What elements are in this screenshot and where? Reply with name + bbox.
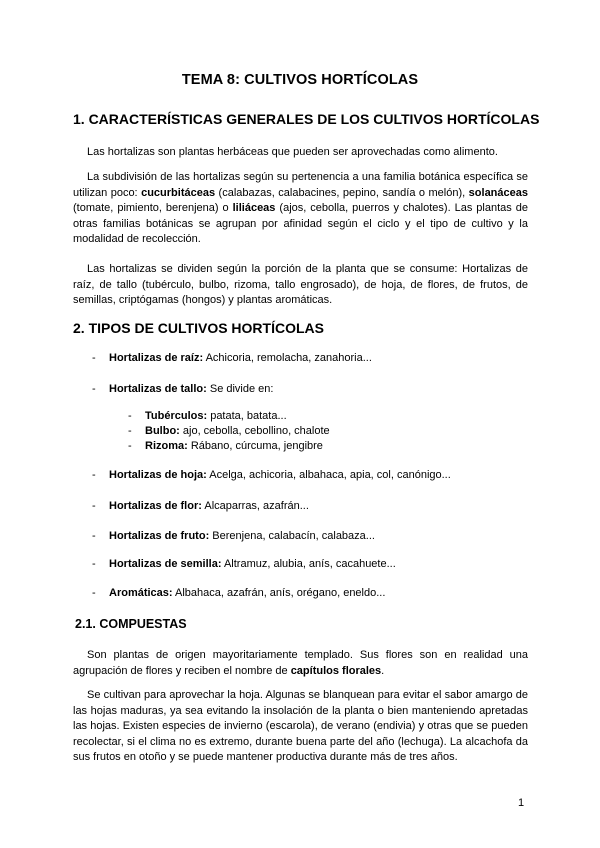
sub-list-item: - Rizoma: Rábano, cúrcuma, jengibre [128, 440, 323, 452]
section-1-paragraph-1: Las hortalizas son plantas herbáceas que pueden ser aprovechadas como alimento. [87, 146, 498, 158]
list-item: - Hortalizas de flor: Alcaparras, azafrán... [92, 500, 309, 512]
list-item: - Hortalizas de semilla: Altramuz, alubia, anís, cacahuete... [92, 558, 396, 570]
section-2-1-paragraph-2: Se cultivan para aprovechar la hoja. Algunas se blanquean para evitar el sabor amargo de las hojas maduras, ya sea evitando la insolación de la planta o bien manteniendo apretadas las hojas. Existen especies de invierno (escarola), de verano (endivia) y otras que se pueden recolectar, si el clima no es extremo, durante buena parte del año (lechuga). La alcachofa da sus frutos en otoño y se puede mantener productiva durante más de tres años. [73, 689, 528, 763]
section-1-paragraph-3: Las hortalizas se dividen según la porción de la planta que se consume: Hortalizas de raíz, de tallo (tubérculo, bulbo, rizoma, tallo engrosado), de hoja, de flores, de frutos, de semillas, criptógamas (hongos) y plantas aromáticas. [73, 263, 528, 306]
list-item: - Hortalizas de hoja: Acelga, achicoria, albahaca, apia, col, canónigo... [92, 469, 451, 481]
section-2-heading: 2. TIPOS DE CULTIVOS HORTÍCOLAS [73, 320, 324, 336]
section-1-paragraph-2: La subdivisión de las hortalizas según su pertenencia a una familia botánica específica se utilizan poco: cucurbitáceas (calabazas, calabacines, pepino, sandía o melón), solanáceas (tomate, pimiento, berenjena) o liliáceas (ajos, cebolla, puerros y chalotes). Las plantas de otras familias botánicas se agrupan por afinidad según el ciclo y el tipo de cultivo y la modalidad de recolección. [73, 171, 528, 245]
page-number: 1 [518, 797, 525, 809]
page-title: TEMA 8: CULTIVOS HORTÍCOLAS [181, 72, 419, 88]
list-item: - Hortalizas de tallo: Se divide en: [92, 383, 274, 395]
section-1-heading: 1. CARACTERÍSTICAS GENERALES DE LOS CULTIVOS HORTÍCOLAS [73, 111, 540, 127]
section-2-1-paragraph-1: Son plantas de origen mayoritariamente templado. Sus flores son en realidad una agrupación de flores y reciben el nombre de capítulos florales. [73, 649, 528, 677]
list-item: - Hortalizas de fruto: Berenjena, calabacín, calabaza... [92, 530, 375, 542]
section-2-1-heading: 2.1. COMPUESTAS [75, 617, 187, 631]
sub-list-item: - Bulbo: ajo, cebolla, cebollino, chalote [128, 425, 330, 437]
list-item: - Hortalizas de raíz: Achicoria, remolacha, zanahoria... [92, 352, 372, 364]
list-item: - Aromáticas: Albahaca, azafrán, anís, orégano, eneldo... [92, 587, 386, 599]
sub-list-item: - Tubérculos: patata, batata... [128, 410, 287, 422]
